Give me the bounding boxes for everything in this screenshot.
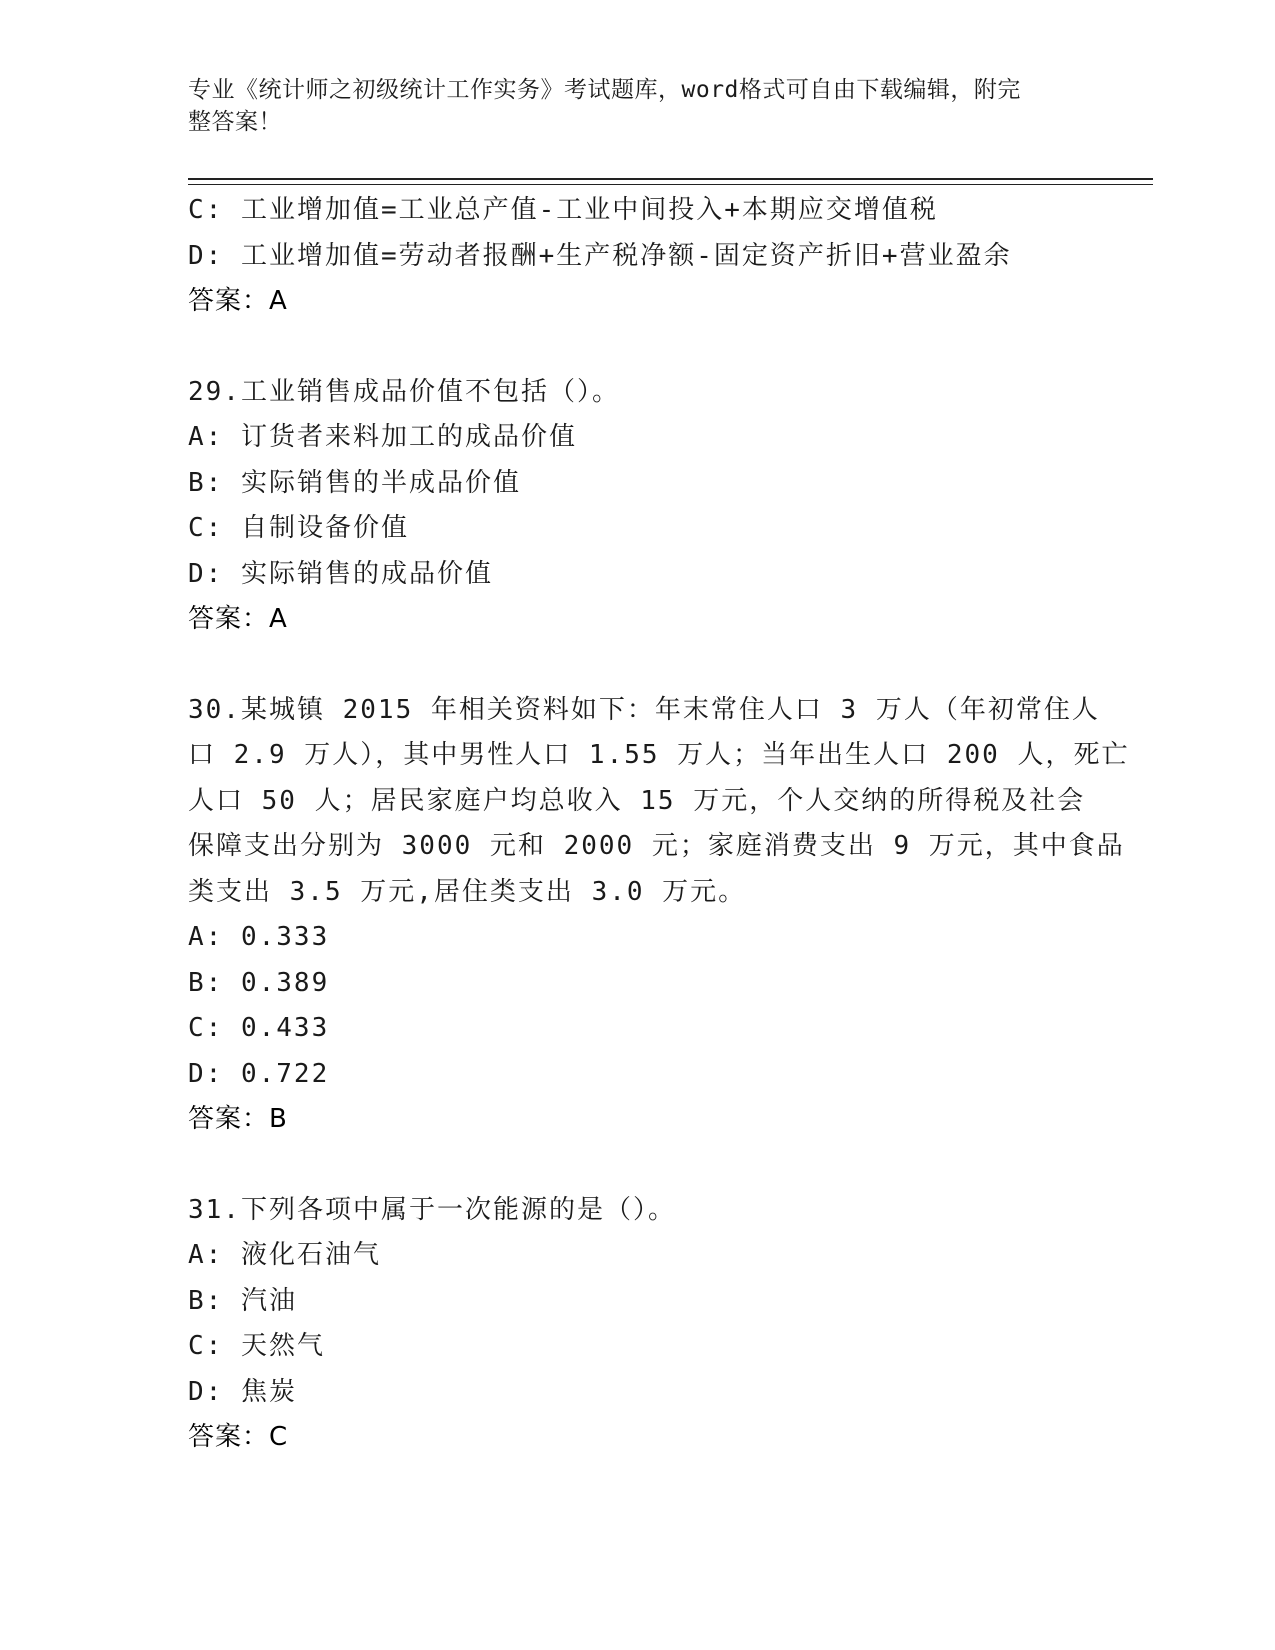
question-stem-line: 类支出 3.5 万元,居住类支出 3.0 万元。 bbox=[188, 876, 747, 907]
option-d: D: 工业增加值=劳动者报酬+生产税净额-固定资产折旧+营业盈余 bbox=[188, 240, 1012, 271]
spacer bbox=[188, 325, 1068, 370]
spacer bbox=[188, 1143, 1068, 1188]
option-d: D: 0.722 bbox=[188, 1058, 330, 1089]
option-a: A: 液化石油气 bbox=[188, 1240, 381, 1270]
option-a: A: 0.333 bbox=[188, 922, 330, 952]
question-stem: 31.下列各项中属于一次能源的是（）。 bbox=[188, 1194, 676, 1225]
question-block-31 bbox=[188, 1188, 1068, 1461]
question-stem-line: 30.某城镇 2015 年相关资料如下：年末常住人口 3 万人（年初常住人 bbox=[188, 694, 1100, 725]
header-rule-thick bbox=[188, 178, 1153, 180]
question-stem-line: 人口 50 人；居民家庭户均总收入 15 万元，个人交纳的所得税及社会 bbox=[188, 785, 1086, 816]
header-line-2: 整答案！ bbox=[188, 109, 282, 135]
option-a: A: 订货者来料加工的成品价值 bbox=[188, 422, 577, 452]
spacer bbox=[188, 643, 1068, 688]
option-b: B: 0.389 bbox=[188, 967, 330, 998]
header-line-1: 专业《统计师之初级统计工作实务》考试题库，word格式可自由下载编辑，附完 bbox=[188, 77, 1021, 103]
question-block-previous bbox=[188, 188, 1068, 325]
option-c: C: 自制设备价值 bbox=[188, 513, 409, 543]
question-stem-line: 口 2.9 万人），其中男性人口 1.55 万人；当年出生人口 200 人，死亡 bbox=[188, 740, 1130, 770]
answer-line: 答案：A bbox=[188, 604, 288, 634]
question-block-29 bbox=[188, 370, 1068, 643]
question-stem: 29.工业销售成品价值不包括（）。 bbox=[188, 376, 620, 407]
option-c: C: 天然气 bbox=[188, 1331, 325, 1361]
question-stem-line: 保障支出分别为 3000 元和 2000 元；家庭消费支出 9 万元，其中食品 bbox=[188, 831, 1125, 861]
option-d: D: 焦炭 bbox=[188, 1376, 297, 1407]
question-list bbox=[188, 188, 1130, 1461]
option-d: D: 实际销售的成品价值 bbox=[188, 558, 493, 589]
question-block-30 bbox=[188, 688, 1130, 1143]
answer-line: 答案：C bbox=[188, 1422, 289, 1452]
option-b: B: 实际销售的半成品价值 bbox=[188, 467, 521, 498]
answer-line: 答案：A bbox=[188, 286, 288, 316]
answer-line: 答案：B bbox=[188, 1104, 288, 1134]
header-rule-thin bbox=[188, 184, 1153, 185]
option-b: B: 汽油 bbox=[188, 1285, 297, 1316]
option-c: C: 工业增加值=工业总产值-工业中间投入+本期应交增值税 bbox=[188, 195, 938, 225]
document-header bbox=[188, 74, 1068, 138]
option-c: C: 0.433 bbox=[188, 1013, 330, 1043]
